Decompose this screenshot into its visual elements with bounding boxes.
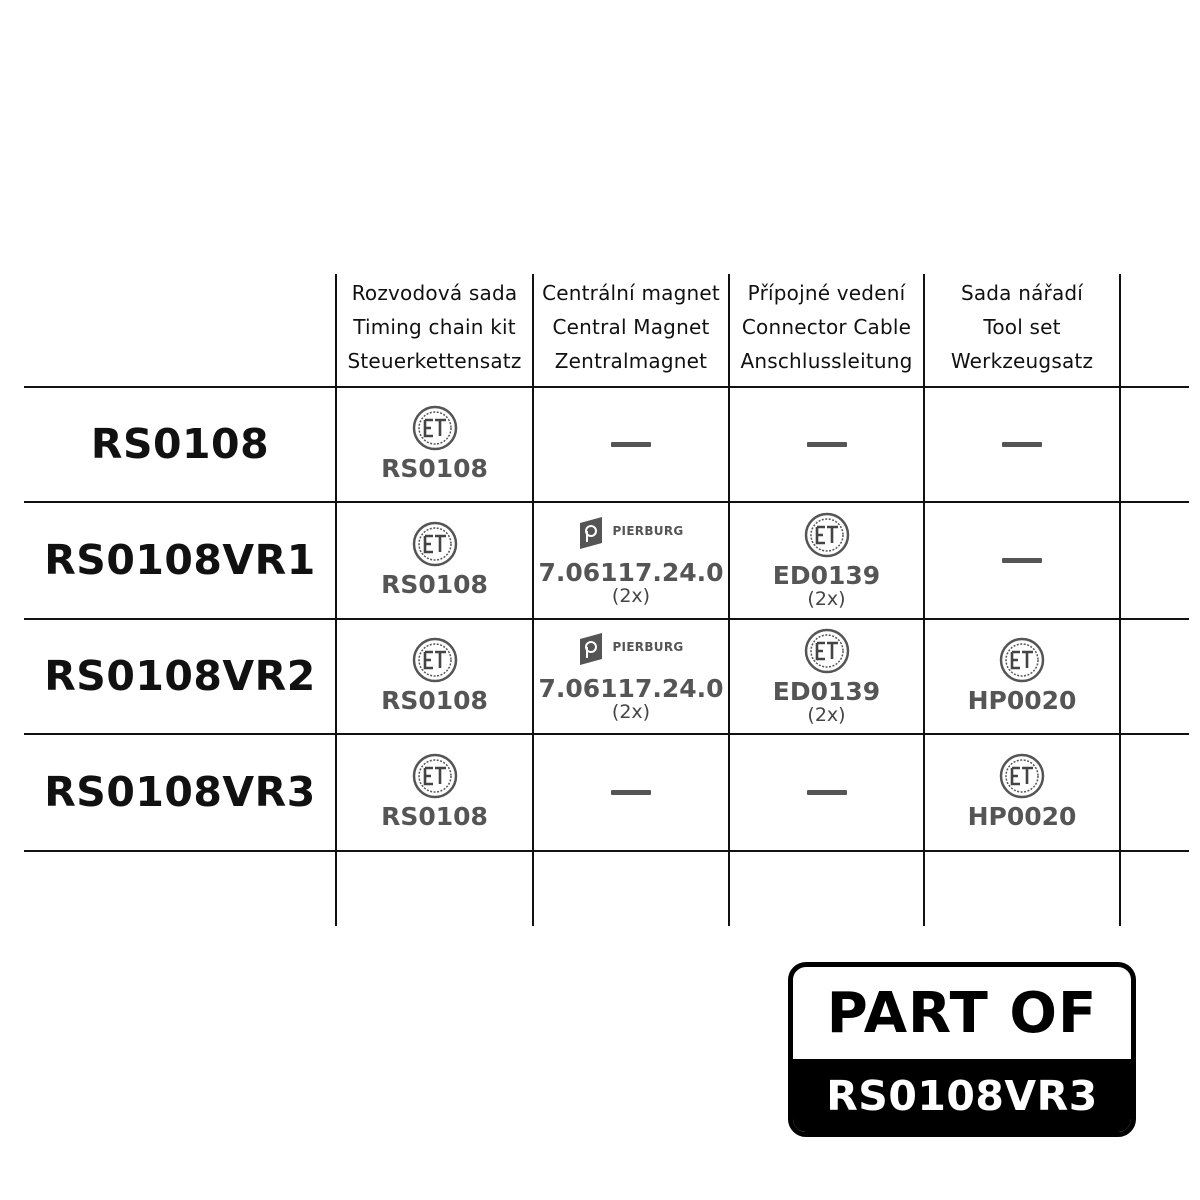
part-code: 7.06117.24.0	[538, 558, 724, 587]
header-text-cs: Sada nářadí	[960, 281, 1084, 305]
header-text-en: Tool set	[983, 315, 1061, 339]
et-logo-icon	[999, 637, 1045, 683]
et-logo-icon	[999, 753, 1045, 799]
column-header-timing-chain-kit	[336, 276, 533, 386]
empty-dash	[611, 442, 651, 447]
et-logo-icon	[412, 521, 458, 567]
et-logo-icon	[412, 405, 458, 451]
table-cell	[924, 502, 1120, 618]
table-cell	[533, 387, 729, 501]
part-code: RS0108	[381, 686, 488, 715]
header-text-en: Connector Cable	[741, 315, 912, 339]
header-text-en: Timing chain kit	[353, 315, 516, 339]
row-label-rs0108vr1: RS0108VR1	[44, 536, 316, 584]
empty-dash	[1002, 442, 1042, 447]
part-quantity: (2x)	[807, 704, 846, 726]
part-code: RS0108	[381, 454, 488, 483]
table-cell	[924, 387, 1120, 501]
part-quantity: (2x)	[807, 588, 846, 610]
part-code: RS0108	[381, 802, 488, 831]
header-text-de: Werkzeugsatz	[950, 349, 1094, 373]
table-cell	[924, 619, 1120, 733]
header-text-cs: Rozvodová sada	[351, 281, 518, 305]
part-code: HP0020	[967, 802, 1077, 831]
part-code: ED0139	[772, 677, 881, 706]
et-logo-icon	[804, 512, 850, 558]
table-cell	[336, 502, 533, 618]
table-cell	[336, 619, 533, 733]
header-text-cs: Přípojné vedení	[747, 281, 906, 305]
table-cell	[336, 734, 533, 850]
table-cell	[533, 619, 729, 733]
pierburg-logo-icon	[578, 515, 604, 555]
header-text-en: Central Magnet	[552, 315, 710, 339]
part-code: RS0108	[381, 570, 488, 599]
et-logo-icon	[412, 753, 458, 799]
grid-hline-5	[24, 850, 1189, 852]
part-code: ED0139	[772, 561, 881, 590]
empty-dash	[1002, 558, 1042, 563]
pierburg-logo	[578, 631, 683, 671]
table-cell	[336, 387, 533, 501]
pierburg-logo-icon	[578, 631, 604, 671]
pierburg-logo	[578, 515, 683, 555]
part-quantity: (2x)	[611, 585, 651, 607]
row-label-rs0108vr3: RS0108VR3	[44, 768, 316, 816]
empty-dash	[807, 442, 847, 447]
table-cell	[729, 502, 924, 618]
table-cell	[533, 502, 729, 618]
header-text-de: Steuerkettensatz	[347, 349, 522, 373]
pierburg-brand-text: PIERBURG	[612, 640, 684, 654]
column-header-central-magnet	[533, 276, 729, 386]
table-cell	[729, 619, 924, 733]
header-text-de: Zentralmagnet	[554, 349, 708, 373]
empty-dash	[611, 790, 651, 795]
header-text-de: Anschlussleitung	[740, 349, 913, 373]
row-label-rs0108: RS0108	[90, 420, 270, 468]
part-of-badge	[788, 962, 1136, 1137]
badge-title: PART OF	[826, 980, 1098, 1046]
empty-dash	[807, 790, 847, 795]
table-cell	[924, 734, 1120, 850]
table-cell	[533, 734, 729, 850]
table-cell	[729, 387, 924, 501]
badge-code: RS0108VR3	[793, 1059, 1131, 1132]
header-text-cs: Centrální magnet	[542, 281, 720, 305]
row-label-rs0108vr2: RS0108VR2	[44, 652, 316, 700]
column-header-tool-set	[924, 276, 1120, 386]
et-logo-icon	[804, 628, 850, 674]
column-header-connector-cable	[729, 276, 924, 386]
part-quantity: (2x)	[611, 701, 651, 723]
table-cell	[729, 734, 924, 850]
part-code: HP0020	[967, 686, 1077, 715]
pierburg-brand-text: PIERBURG	[612, 524, 684, 538]
part-code: 7.06117.24.0	[538, 674, 724, 703]
et-logo-icon	[412, 637, 458, 683]
